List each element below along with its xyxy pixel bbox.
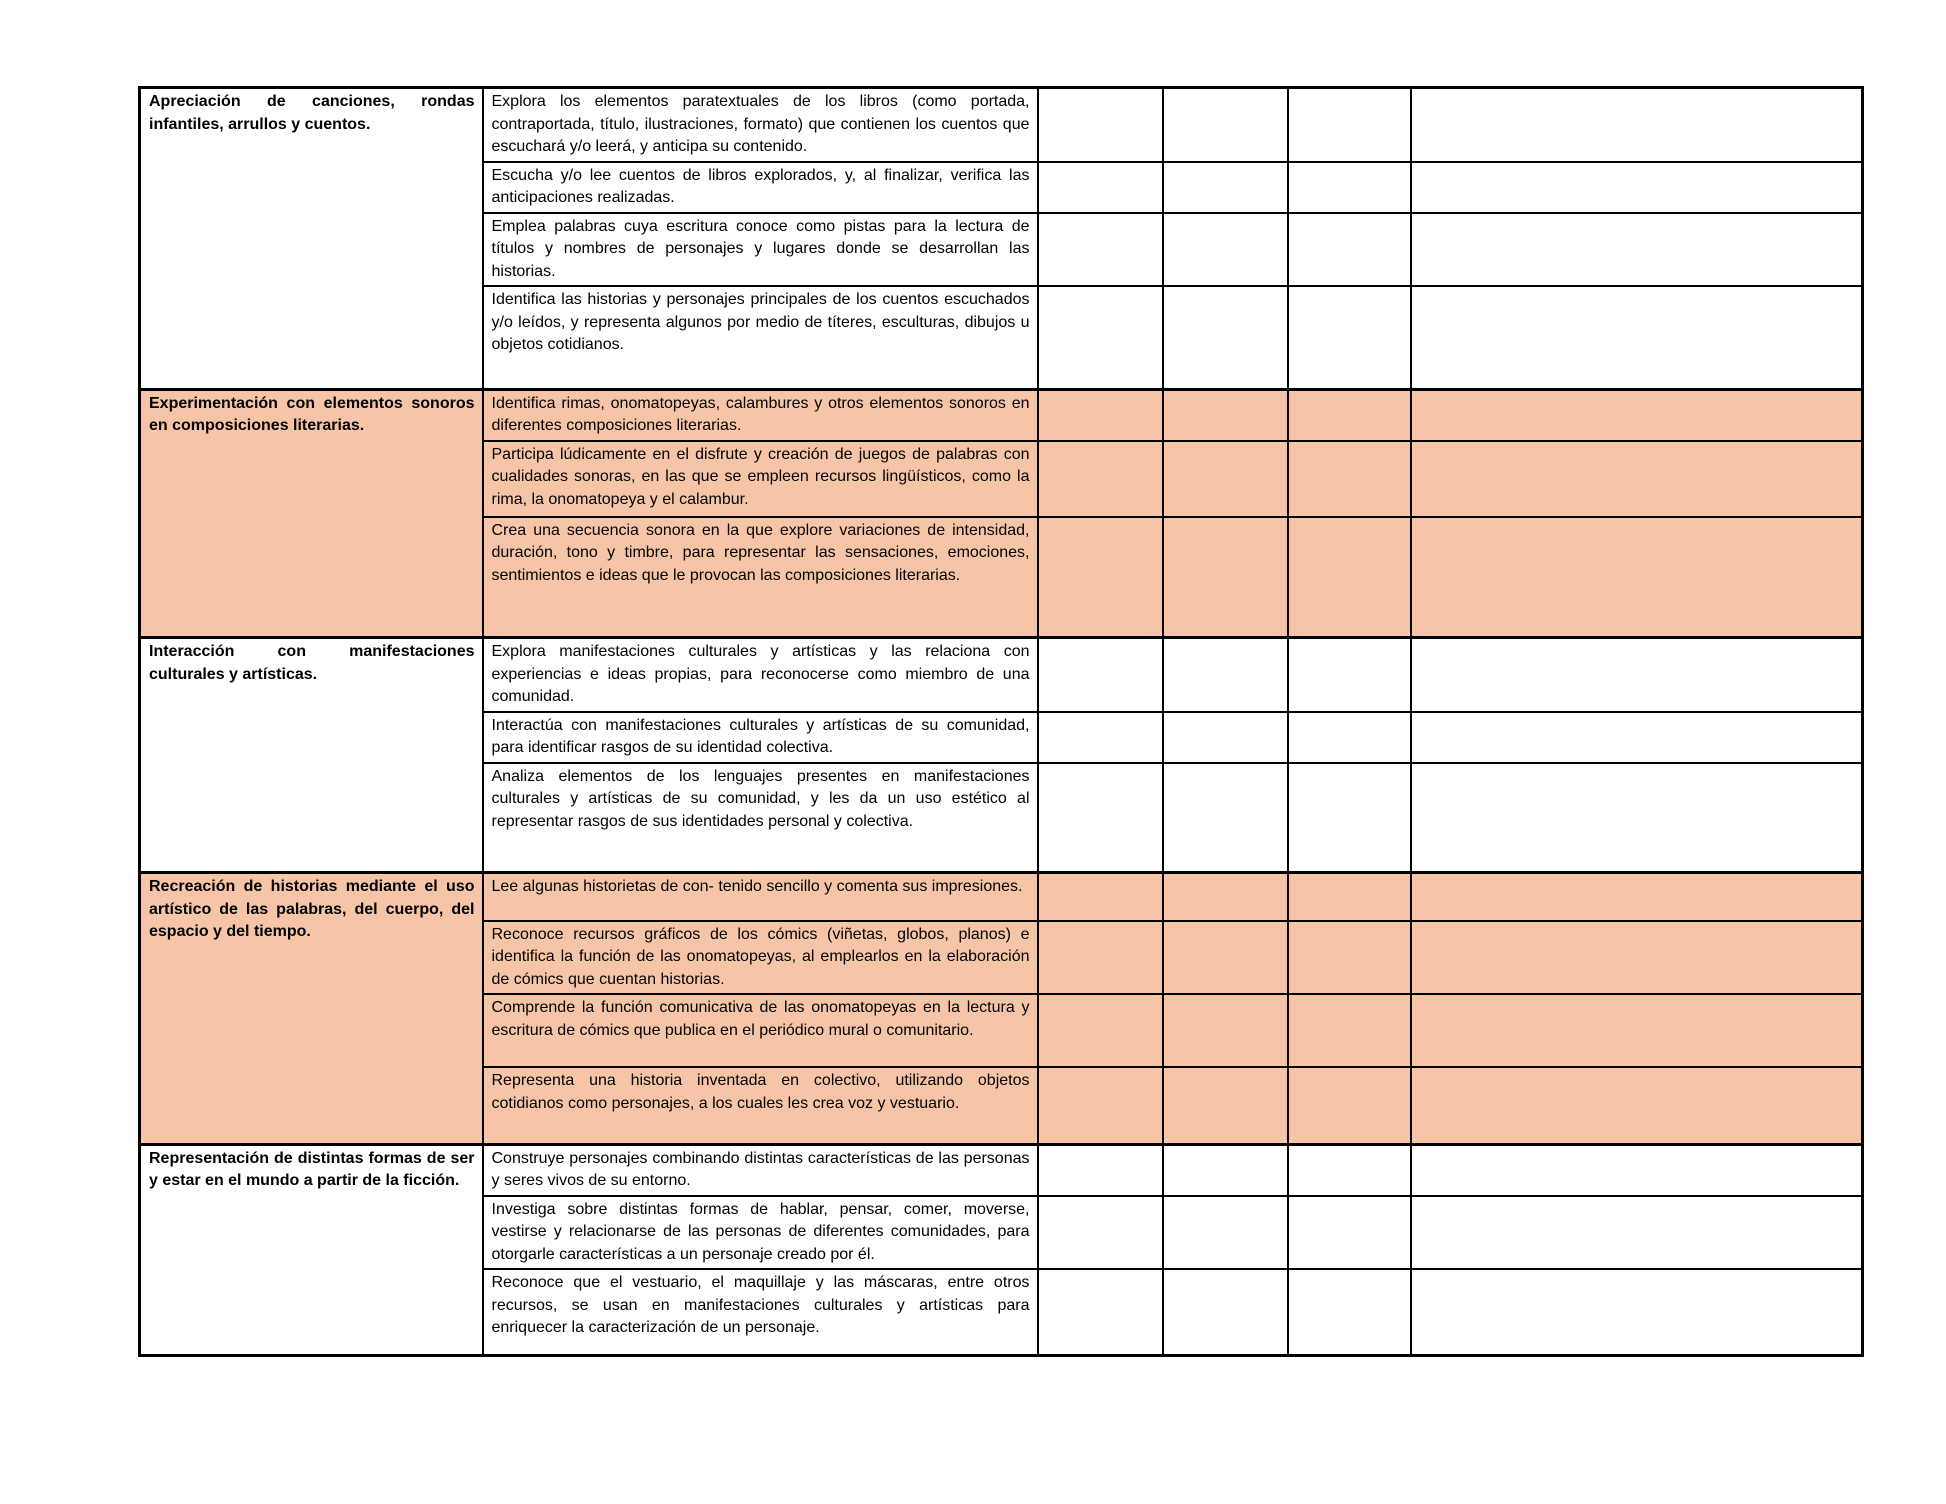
empty-mark-cell	[1288, 1196, 1411, 1270]
empty-mark-cell	[1288, 1269, 1411, 1355]
learning-process-cell: Escucha y/o lee cuentos de libros explorados, y, al finalizar, verifica las anticipaciones realizadas.	[483, 162, 1038, 213]
curriculum-table	[138, 86, 1864, 1357]
learning-process-cell: Identifica rimas, onomatopeyas, calambures y otros elementos sonoros en diferentes composiciones literarias.	[483, 389, 1038, 441]
empty-mark-cell	[1288, 517, 1411, 638]
learning-process-cell: Investiga sobre distintas formas de hablar, pensar, comer, moverse, vestirse y relacionarse de las personas de diferentes comunidades, para otorgarle características a un personaje creado por él.	[483, 1196, 1038, 1270]
empty-mark-cell	[1288, 441, 1411, 517]
empty-mark-cell	[1038, 1067, 1163, 1144]
empty-mark-cell	[1288, 994, 1411, 1067]
empty-mark-cell	[1163, 389, 1288, 441]
empty-mark-cell	[1411, 286, 1863, 389]
learning-process-cell: Emplea palabras cuya escritura conoce como pistas para la lectura de títulos y nombres de personajes y lugares donde se desarrollan las historias.	[483, 213, 1038, 287]
empty-mark-cell	[1411, 88, 1863, 162]
empty-mark-cell	[1038, 994, 1163, 1067]
empty-mark-cell	[1288, 712, 1411, 763]
empty-mark-cell	[1038, 1196, 1163, 1270]
empty-mark-cell	[1411, 921, 1863, 995]
category-cell: Experimentación con elementos sonoros en composiciones literarias.	[140, 389, 483, 638]
empty-mark-cell	[1163, 1144, 1288, 1196]
empty-mark-cell	[1288, 88, 1411, 162]
empty-mark-cell	[1411, 763, 1863, 873]
empty-mark-cell	[1038, 517, 1163, 638]
empty-mark-cell	[1411, 994, 1863, 1067]
empty-mark-cell	[1163, 873, 1288, 921]
learning-process-cell: Explora manifestaciones culturales y artísticas y las relaciona con experiencias e ideas propias, para reconocerse como miembro de una comunidad.	[483, 638, 1038, 712]
empty-mark-cell	[1038, 638, 1163, 712]
empty-mark-cell	[1411, 1067, 1863, 1144]
empty-mark-cell	[1288, 1067, 1411, 1144]
empty-mark-cell	[1411, 873, 1863, 921]
learning-process-cell: Analiza elementos de los lenguajes presentes en manifestaciones culturales y artísticas de su comunidad, y les da un uso estético al representar rasgos de sus identidades personal y colectiva.	[483, 763, 1038, 873]
empty-mark-cell	[1038, 921, 1163, 995]
empty-mark-cell	[1038, 162, 1163, 213]
category-cell: Representación de distintas formas de ser y estar en el mundo a partir de la ficción.	[140, 1144, 483, 1355]
empty-mark-cell	[1411, 1144, 1863, 1196]
empty-mark-cell	[1288, 921, 1411, 995]
empty-mark-cell	[1038, 389, 1163, 441]
learning-process-cell: Comprende la función comunicativa de las onomatopeyas en la lectura y escritura de cómics que publica en el periódico mural o comunitario.	[483, 994, 1038, 1067]
empty-mark-cell	[1038, 441, 1163, 517]
table-row	[140, 873, 1863, 921]
empty-mark-cell	[1038, 1269, 1163, 1355]
learning-process-cell: Participa lúdicamente en el disfrute y creación de juegos de palabras con cualidades sonoras, en las que se empleen recursos lingüísticos, como la rima, la onomatopeya y el calambur.	[483, 441, 1038, 517]
empty-mark-cell	[1163, 162, 1288, 213]
empty-mark-cell	[1163, 763, 1288, 873]
empty-mark-cell	[1288, 763, 1411, 873]
table-row	[140, 88, 1863, 162]
empty-mark-cell	[1163, 1269, 1288, 1355]
table-row	[140, 1144, 1863, 1196]
category-cell: Interacción con manifestaciones culturales y artísticas.	[140, 638, 483, 873]
empty-mark-cell	[1288, 1144, 1411, 1196]
empty-mark-cell	[1163, 286, 1288, 389]
learning-process-cell: Identifica las historias y personajes principales de los cuentos escuchados y/o leídos, y representa algunos por medio de títeres, esculturas, dibujos u objetos cotidianos.	[483, 286, 1038, 389]
empty-mark-cell	[1163, 517, 1288, 638]
learning-process-cell: Lee algunas historietas de con- tenido sencillo y comenta sus impresiones.	[483, 873, 1038, 921]
empty-mark-cell	[1288, 389, 1411, 441]
empty-mark-cell	[1411, 441, 1863, 517]
empty-mark-cell	[1411, 1196, 1863, 1270]
empty-mark-cell	[1038, 873, 1163, 921]
learning-process-cell: Representa una historia inventada en colectivo, utilizando objetos cotidianos como personajes, a los cuales les crea voz y vestuario.	[483, 1067, 1038, 1144]
empty-mark-cell	[1163, 638, 1288, 712]
empty-mark-cell	[1163, 213, 1288, 287]
empty-mark-cell	[1411, 712, 1863, 763]
empty-mark-cell	[1038, 213, 1163, 287]
empty-mark-cell	[1038, 88, 1163, 162]
empty-mark-cell	[1411, 1269, 1863, 1355]
empty-mark-cell	[1288, 286, 1411, 389]
empty-mark-cell	[1163, 88, 1288, 162]
empty-mark-cell	[1038, 712, 1163, 763]
empty-mark-cell	[1163, 441, 1288, 517]
empty-mark-cell	[1038, 286, 1163, 389]
empty-mark-cell	[1163, 994, 1288, 1067]
empty-mark-cell	[1411, 638, 1863, 712]
category-cell: Recreación de historias mediante el uso artístico de las palabras, del cuerpo, del espacio y del tiempo.	[140, 873, 483, 1145]
empty-mark-cell	[1163, 921, 1288, 995]
empty-mark-cell	[1163, 1196, 1288, 1270]
empty-mark-cell	[1288, 213, 1411, 287]
empty-mark-cell	[1288, 638, 1411, 712]
learning-process-cell: Reconoce que el vestuario, el maquillaje y las máscaras, entre otros recursos, se usan en manifestaciones culturales y artísticas para enriquecer la caracterización de un personaje.	[483, 1269, 1038, 1355]
learning-process-cell: Construye personajes combinando distintas características de las personas y seres vivos de su entorno.	[483, 1144, 1038, 1196]
curriculum-table-body	[140, 88, 1863, 1356]
table-row	[140, 389, 1863, 441]
empty-mark-cell	[1038, 1144, 1163, 1196]
learning-process-cell: Crea una secuencia sonora en la que explore variaciones de intensidad, duración, tono y timbre, para representar las sensaciones, emociones, sentimientos e ideas que le provocan las composiciones literarias.	[483, 517, 1038, 638]
empty-mark-cell	[1411, 213, 1863, 287]
learning-process-cell: Interactúa con manifestaciones culturales y artísticas de su comunidad, para identificar rasgos de su identidad colectiva.	[483, 712, 1038, 763]
table-row	[140, 638, 1863, 712]
empty-mark-cell	[1163, 1067, 1288, 1144]
empty-mark-cell	[1038, 763, 1163, 873]
empty-mark-cell	[1288, 873, 1411, 921]
category-cell: Apreciación de canciones, rondas infantiles, arrullos y cuentos.	[140, 88, 483, 390]
learning-process-cell: Explora los elementos paratextuales de los libros (como portada, contraportada, título, ilustraciones, formato) que contienen los cuentos que escuchará y/o leerá, y anticipa su contenido.	[483, 88, 1038, 162]
empty-mark-cell	[1288, 162, 1411, 213]
empty-mark-cell	[1163, 712, 1288, 763]
empty-mark-cell	[1411, 517, 1863, 638]
learning-process-cell: Reconoce recursos gráficos de los cómics (viñetas, globos, planos) e identifica la función de las onomatopeyas, al emplearlos en la elaboración de cómics que cuentan historias.	[483, 921, 1038, 995]
empty-mark-cell	[1411, 162, 1863, 213]
empty-mark-cell	[1411, 389, 1863, 441]
